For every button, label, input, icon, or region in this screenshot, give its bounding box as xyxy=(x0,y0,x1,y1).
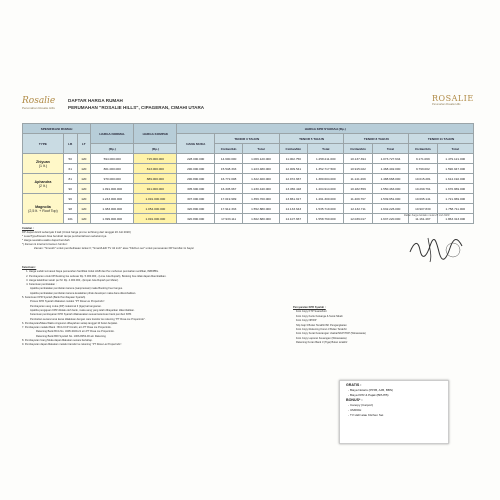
cell-t2: 1.380.604.000 xyxy=(308,174,344,184)
cell-lt: 120 xyxy=(77,194,91,204)
header-harga-kompak xyxy=(134,124,177,144)
cell-promo: 889.000.000 xyxy=(134,174,177,184)
cell-c3: 10.915.022 xyxy=(344,164,372,174)
header-kpr-syariah: HARGA KPR SYARIAH (Rp.) xyxy=(177,124,474,134)
type-cell xyxy=(23,174,64,194)
terms-item: 3. Harga kelebihan tanah per M: Rp. 4.000.000,- (Empat Juta Rupiah per Meter). xyxy=(29,279,287,283)
cell-c2: 14.133.643 xyxy=(279,204,307,214)
cell-t2: 1.491.300.000 xyxy=(308,194,344,204)
cell-c4: 9.799.002 xyxy=(409,164,437,174)
cell-dp: 307.000.000 xyxy=(177,194,214,204)
notes-line: * Harga sewaktu-waktu dapat berubah xyxy=(22,238,70,243)
cell-t3: 1.550.463.000 xyxy=(372,184,408,194)
terms-title: Ketentuan : xyxy=(22,266,37,269)
cell-promo: 1.091.000.000 xyxy=(134,194,177,204)
cell-t2: 1.535.719.000 xyxy=(308,204,344,214)
type-floors: (2 lt.) xyxy=(38,183,48,188)
cell-normal: 1.243.000.000 xyxy=(91,194,134,204)
cell-lb: 90 xyxy=(63,184,77,194)
terms-subitem: Ketentuan pembayaran KPR Syariah dilaksanakan sesuai ketentuan bank pemberi KPR. xyxy=(30,313,132,317)
cell-dp: 305.900.000 xyxy=(177,184,214,194)
cell-normal: 1.091.000.000 xyxy=(91,184,134,194)
rosalie-logo-right xyxy=(432,94,474,106)
table-row xyxy=(23,204,474,214)
cell-lt: 120 xyxy=(77,164,91,174)
header-tenor-5: TENOR 5 TAHUN xyxy=(279,134,344,144)
requirements-item: Foto Copy KTP Suami/Istri xyxy=(296,310,327,314)
logo-right-tagline: Perumahan Rosalie Hills xyxy=(432,103,461,106)
cell-dp: 320.800.000 xyxy=(177,214,214,224)
price-table-body xyxy=(23,154,474,224)
terms-item-text: Pembayaran Uang Muka dapat dilakukan secara bertahap. xyxy=(24,339,93,343)
cell-t2: 1.258.211.000 xyxy=(308,154,344,164)
terms-subitem: Rekening Bank BRI Syariah No. 1006-8053-00 a/n Rekening xyxy=(36,334,106,338)
requirements-item: Foto Copy Laporan Keuangan (Wiraswasta) xyxy=(296,336,347,340)
cell-t4: 1.721.969.000 xyxy=(437,194,473,204)
header-cicilan-2: Cicilan/bln xyxy=(279,144,307,154)
table-row xyxy=(23,174,474,184)
bonus-list xyxy=(346,403,442,418)
cell-t2: 1.352.717.500 xyxy=(308,164,344,174)
table-row xyxy=(23,194,474,204)
cell-normal: 1.383.000.000 xyxy=(91,204,134,214)
bonus-item: - UMROH xyxy=(350,408,442,413)
header-harga-normal-label: HARGA NORMAL xyxy=(99,131,126,136)
cell-t4: 1.479.121.000 xyxy=(437,154,473,164)
terms-item: 1. Harga sudah termasuk biaya pemecahan Sertifikat Induk HGB dan Per-mohonan pemisahan sertifikat, IMB/PBG. xyxy=(29,270,287,274)
cell-lb: 96 xyxy=(63,194,77,204)
cell-promo: 921.000.000 xyxy=(134,184,177,194)
cell-c1: 17.019.999 xyxy=(214,194,242,204)
notes-line: *) Zaman & interior/ornamen furnitur: xyxy=(22,242,68,247)
signature-stamp xyxy=(406,232,466,266)
cell-lt: 120 xyxy=(77,214,91,224)
logo-left-mark: Rosalie xyxy=(22,96,56,106)
cell-t4: 1.614.192.000 xyxy=(437,174,473,184)
cell-c1: 17.912.333 xyxy=(214,204,242,214)
cell-promo: 813.000.000 xyxy=(134,164,177,174)
type-floors: (2,5 lt. + Roof Top) xyxy=(28,208,58,213)
type-floors: (1 lt.) xyxy=(38,163,48,168)
cell-c1: 16.772.008 xyxy=(214,174,242,184)
header-tenor-3: TENOR 3 TAHUN xyxy=(214,134,279,144)
header-muka: MUKA xyxy=(196,141,206,146)
terms-section xyxy=(22,266,287,348)
header-total-4: Total xyxy=(437,144,473,154)
terms-list xyxy=(22,270,287,287)
requirements-item: Foto Copy NPWP xyxy=(296,319,317,323)
header-cicilan-1: Cicilan/bln xyxy=(214,144,242,154)
document-title xyxy=(68,97,204,111)
cell-c2: 12.009.541 xyxy=(279,164,307,174)
cell-t3: 1.488.668.000 xyxy=(372,174,408,184)
price-table xyxy=(22,123,474,224)
terms-subitem: Proses KPR Syariah dilakukan melalui "PT Rosa Lie Properindo". xyxy=(30,300,106,304)
cell-t1: 1.552.880.000 xyxy=(243,204,279,214)
cell-c4: 11.161.497 xyxy=(409,214,437,224)
cell-c4: 10.299.761 xyxy=(409,184,437,194)
cell-t2: 1.558.760.000 xyxy=(308,214,344,224)
cell-promo: 1.054.000.000 xyxy=(134,204,177,214)
bonus-item: - Canopy (Carport) xyxy=(350,403,442,408)
cell-dp: 290.000.000 xyxy=(177,164,214,174)
cell-c1: 16.345.667 xyxy=(214,184,242,194)
bonus-title: BONUS* : xyxy=(346,398,363,402)
cell-c4: 10.015.281 xyxy=(409,174,437,184)
cell-lb: 61 xyxy=(63,164,77,174)
cell-c1: 17.933.111 xyxy=(214,214,242,224)
header-harga-normal xyxy=(91,124,134,144)
header-uang: UANG xyxy=(186,141,196,146)
terms-subitem: Apabila pembatalan pembelian karena (wanprestasi) maka Booking Fee hangus. xyxy=(30,287,123,291)
cell-normal: 801.000.000 xyxy=(91,164,134,174)
cell-c3: 12.132.711 xyxy=(344,204,372,214)
type-cell xyxy=(23,154,64,174)
free-title: GRATIS : xyxy=(346,383,362,387)
header-cicilan-3: Cicilan/bln xyxy=(344,144,372,154)
header-harga-kompak-label: HARGA KOMPAK xyxy=(142,131,169,136)
cell-t3: 1.637.220.000 xyxy=(372,214,408,224)
terms-item: 9. Pembayaran dapat dilakukan melalui transfer ke rekening "PT Rosa Lie Properindo". xyxy=(22,343,122,347)
cell-normal: 1.399.000.000 xyxy=(91,214,134,224)
notes-line: * Luas/Type/Desain bisa berubah tanpa pemberitahuan sebelumnya xyxy=(22,234,107,239)
header-total-1: Total xyxy=(243,144,279,154)
terms-subitem: Apabila pengajuan KPR ditolak oleh bank, maka uang yang telah dibayarkan dikembalikan. xyxy=(30,308,135,312)
terms-subitem: Pembelian secara tunai keras dilakukan dengan cara transfer ke rekening "PT Rosa Lie Properindo". xyxy=(30,317,146,321)
requirements-item: Slip Gaji 3 Bulan Terakhir/SK Pengangkatan xyxy=(296,323,347,327)
header-total-2: Total xyxy=(308,144,344,154)
terms-subitem: Pembayaran uang muka (DP) maksimal 3 (tiga) kali angsuran. xyxy=(30,304,102,308)
header-cicilan-4: Cicilan/bln xyxy=(409,144,437,154)
header-tenor-8: TENOR 8 TAHUN xyxy=(344,134,409,144)
header-promo-unit: (Rp.) xyxy=(134,144,177,154)
cell-t3: 1.632.226.000 xyxy=(372,204,408,214)
notes-title: Catatan : xyxy=(22,226,34,230)
header-total-3: Total xyxy=(372,144,408,154)
cell-c3: 10.137.394 xyxy=(344,154,372,164)
cell-dp: 228.000.000 xyxy=(177,154,214,164)
cell-c2: 11.002.750 xyxy=(279,154,307,164)
terms-item-text: Pembayaran melalui Bank : BCA KCP Cimahi, a/n PT Rosa Lie Properindo. xyxy=(24,326,112,330)
cell-c2: 13.456.418 xyxy=(279,184,307,194)
table-row xyxy=(23,164,474,174)
cell-c3: 12.039.017 xyxy=(344,214,372,224)
cell-normal: 970.000.000 xyxy=(91,174,134,184)
cell-t4: 1.590.947.000 xyxy=(437,164,473,174)
cell-t4: 1.863.313.000 xyxy=(437,214,473,224)
title-line-2: PERUMAHAN "ROSALIE HILLS", CIPAGERAN, CIMAHI UTARA xyxy=(68,105,205,110)
cell-c2: 13.861.917 xyxy=(279,194,307,204)
cell-c3: 11.409.767 xyxy=(344,194,372,204)
notes-line: Zaman: "Smooth" untuk pembeli/asan lantai 3; "Smart/LED TV 42 inch" atau "Kitchen set" untuk pemesanan DP bersifat 1x bayar xyxy=(34,246,194,251)
header-lt: LT xyxy=(77,134,91,154)
cell-c4: 10.695.141 xyxy=(409,194,437,204)
table-row xyxy=(23,154,474,164)
cell-c2: 12.972.667 xyxy=(279,174,307,184)
logo-left-subtitle: Perumahan Rosalie Hills xyxy=(22,106,55,110)
notes-section xyxy=(22,226,382,251)
terms-item-text: Ketentuan KPR Syariah (Bank Pembiayaan Syariah) xyxy=(24,296,86,300)
cell-normal: 594.000.000 xyxy=(91,154,134,164)
cell-dp: 290.800.000 xyxy=(177,174,214,184)
notes-line: DP dapat dicicil sebanyak 3 kali (Untuk harga promo terhitung dari tanggal 20 Juli 2020) xyxy=(22,230,131,235)
terms-item: 6. Pembayaran/Masa Waktu Angsuran dibayarkan setiap tanggal 10 bulan berjalan. xyxy=(22,321,118,325)
cell-promo: 1.091.000.000 xyxy=(134,214,177,224)
terms-subitem: Rekening Bank BCA No. 3405-3029-21 a/n PT Rosa Lie Properindo. xyxy=(36,330,115,334)
cell-c4: 9.171.069 xyxy=(409,154,437,164)
cell-t1: 1.223.480.000 xyxy=(243,164,279,174)
cell-t3: 1.468.402.000 xyxy=(372,164,408,174)
cell-c3: 11.141.269 xyxy=(344,174,372,184)
header-lb: LB xyxy=(63,134,77,154)
free-bonus-box xyxy=(339,380,449,444)
cell-lb: 50 xyxy=(63,154,77,164)
cell-t3: 1.073.727.634 xyxy=(372,154,408,164)
terms-item: 7. Pembayaran melalui Bank : BCA KCP Cimahi, a/n PT Rosa Lie Properindo. xyxy=(22,326,112,330)
bonus-item: - TV LED atau Kitchen Set xyxy=(350,413,442,418)
terms-item: 8. Pembayaran Uang Muka dapat dilakukan secara bertahap. xyxy=(22,339,93,343)
cell-t3: 1.539.951.000 xyxy=(372,194,408,204)
requirements-section xyxy=(293,306,443,346)
cell-t4: 1.758.711.000 xyxy=(437,204,473,214)
cell-t1: 1.230.440.000 xyxy=(243,184,279,194)
cell-t1: 1.359.700.000 xyxy=(243,194,279,204)
free-list xyxy=(346,388,442,398)
type-name: Aphandra xyxy=(34,179,52,184)
cell-lt: 120 xyxy=(77,184,91,194)
terms-item: 4. Ketentuan pembatalan : xyxy=(29,283,287,287)
type-name: Magnolia xyxy=(35,204,51,209)
cell-c4: 10.907.830 xyxy=(409,204,437,214)
cell-dp: 320.800.000 xyxy=(177,204,214,214)
type-cell xyxy=(23,194,64,224)
type-name: Zhiyuan xyxy=(36,159,50,164)
terms-subitem: Apabila pembatalan pembelian karena kesalahan pihak developer maka dana dikembalikan. xyxy=(30,291,136,295)
cell-c1: 15.548.333 xyxy=(214,164,242,174)
cell-lt: 120 xyxy=(77,174,91,184)
header-spesifikasi: SPESIFIKASI RUMAH xyxy=(23,124,91,134)
cell-lt: 120 xyxy=(77,154,91,164)
table-row xyxy=(23,184,474,194)
title-line-1: DAFTAR HARGA RUMAH xyxy=(68,98,123,103)
cell-t1: 1.322.400.000 xyxy=(243,174,279,184)
cell-promo: 715.000.000 xyxy=(134,154,177,164)
cell-t1: 1.662.680.000 xyxy=(243,214,279,224)
terms-item: 5. Ketentuan KPR Syariah (Bank Pembiayaan Syariah) xyxy=(22,296,86,300)
requirements-item: Foto Copy Kartu Keluarga & Surat Nikah xyxy=(296,314,343,318)
cell-t2: 1.404.914.000 xyxy=(308,184,344,194)
requirements-item: Foto Copy Surat Keterangan Usaha/SIUP/TDP (Wiraswasta) xyxy=(296,332,366,336)
rosalie-logo-left xyxy=(22,96,56,116)
free-item: - Biaya Notaris (PPJB, AJB, BBN) xyxy=(350,388,442,393)
cell-c1: 14.600.000 xyxy=(214,154,242,164)
logo-right-word: ROSALIE xyxy=(432,94,474,103)
cell-t1: 1.069.120.000 xyxy=(243,154,279,164)
cell-lt: 120 xyxy=(77,204,91,214)
requirements-list xyxy=(293,310,443,345)
requirements-title: Persyaratan KPR Syariah : xyxy=(293,306,326,309)
header-tenor-11: TENOR 11 TAHUN xyxy=(409,134,474,144)
terms-item: 2. Pembayaran untuk DP/booking fee sebesar Rp. 5.000.000,- (Lima Juta Rupiah), Booking Fee tidak dapat dikembalikan. xyxy=(29,275,287,279)
requirements-item: Rekening Koran Bank 3 (Tiga) Bulan terakhir xyxy=(296,341,348,345)
terms-item-text: Pembayaran dapat dilakukan melalui transfer ke rekening "PT Rosa Lie Properindo". xyxy=(24,343,122,347)
terms-item-text: Pembayaran/Masa Waktu Angsuran dibayarkan setiap tanggal 10 bulan berjalan. xyxy=(24,321,118,325)
cell-t4: 1.676.969.000 xyxy=(437,184,473,194)
header-uang-muka xyxy=(177,134,214,154)
cell-lb: 81 xyxy=(63,174,77,184)
header-type: TYPE xyxy=(23,134,64,154)
free-item: - Biaya KPR & Pajak (BPHTB) xyxy=(350,393,442,398)
requirements-item: Foto Copy Rekening Koran 3 Bulan Terakhir xyxy=(296,328,347,332)
validity-note: Daftar harga berlaku mulai 25 Juli 2020 xyxy=(404,214,450,217)
cell-lb: 98 xyxy=(63,204,77,214)
header-normal-unit: (Rp.) xyxy=(91,144,134,154)
cell-lb: 101 xyxy=(63,214,77,224)
cell-c2: 14.107.667 xyxy=(279,214,307,224)
cell-c3: 10.182.559 xyxy=(344,184,372,194)
